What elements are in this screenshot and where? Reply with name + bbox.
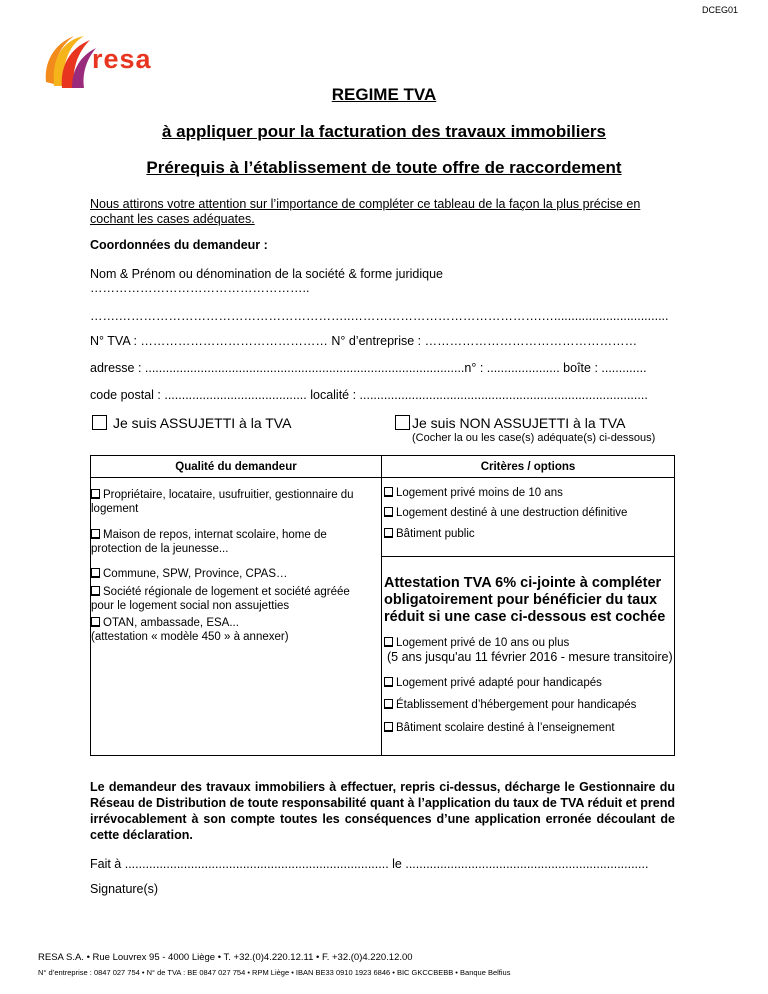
postal-locality-field[interactable]: code postal : ......................................... localité : ................................................................................... <box>90 388 648 402</box>
intro-text: Nous attirons votre attention sur l’importance de compléter ce tableau de la façon la plus précise en cochant les cases adéquates. <box>90 197 641 226</box>
checkbox[interactable] <box>91 568 100 578</box>
checkbox[interactable] <box>384 699 393 709</box>
attestation-notice: Attestation TVA 6% ci-jointe à compléter obligatoirement pour bénéficier du taux réduit si une case ci-dessous est cochée <box>384 575 666 625</box>
option-logement-handicapes[interactable]: Logement privé adapté pour handicapés <box>384 676 602 690</box>
attestation-450-note: (attestation « modèle 450 » à annexer) <box>91 631 289 643</box>
document-code: DCEG01 <box>701 5 738 15</box>
footer-legal: N° d’entreprise : 0847 027 754 • N° de TVA : BE 0847 027 754 • RPM Liège • IBAN BE33 0910 1923 6846 • BIC GKCCBEBB • Banque Belfius <box>38 968 511 977</box>
name-label: Nom & Prénom ou dénomination de la société & forme juridique <box>90 267 443 281</box>
header-divider <box>91 477 674 478</box>
option-batiment-public[interactable]: Bâtiment public <box>384 527 475 541</box>
checkbox[interactable] <box>384 507 393 517</box>
checkbox[interactable] <box>91 617 100 627</box>
checkbox[interactable] <box>91 489 100 499</box>
assujetti-option[interactable] <box>92 415 291 431</box>
option-batiment-scolaire[interactable]: Bâtiment scolaire destiné à l’enseignement <box>384 721 615 735</box>
option-logement-destruction[interactable]: Logement destiné à une destruction définitive <box>384 506 627 520</box>
checkbox[interactable] <box>91 586 100 596</box>
checkbox[interactable] <box>384 487 393 497</box>
vat-enterprise-field[interactable]: N° TVA : ……………………………………… N° d’entreprise : …………………………………………… <box>90 334 638 348</box>
checkbox[interactable] <box>384 528 393 538</box>
non-assujetti-option[interactable] <box>395 415 625 431</box>
prerequisite-title: Prérequis à l’établissement de toute offre de raccordement <box>146 158 622 177</box>
page-title: REGIME TVA <box>331 85 437 104</box>
option-logement-moins-10[interactable]: Logement privé moins de 10 ans <box>384 486 563 500</box>
option-logement-10-plus[interactable]: Logement privé de 10 ans ou plus <box>384 636 569 650</box>
option-otan[interactable]: OTAN, ambassade, ESA... <box>91 616 371 630</box>
declaration-text: Le demandeur des travaux immobiliers à effectuer, repris ci-dessus, décharge le Gestionnaire du Réseau de Distribution de toute responsabilité quant à l’application du taux de TVA réduit et prend irrévocablement à son compte toutes les conséquences d’une application erronée découlant de cette déclaration. <box>90 780 675 842</box>
assujetti-checkbox[interactable] <box>92 415 107 430</box>
coordinates-heading: Coordonnées du demandeur : <box>90 238 268 252</box>
signature-label: Signature(s) <box>90 882 159 896</box>
non-assujetti-checkbox[interactable] <box>395 415 410 430</box>
option-maison-repos[interactable]: Maison de repos, internat scolaire, home de protection de la jeunesse... <box>91 529 327 555</box>
place-date-field[interactable]: Fait à ............................................................................ le ...................................................................... <box>90 857 649 871</box>
col-header-criteres: Critères / options <box>480 461 576 473</box>
col-header-qualite: Qualité du demandeur <box>175 461 297 473</box>
footer-address: RESA S.A. • Rue Louvrex 95 - 4000 Liège • T. +32.(0)4.220.12.11 • F. +32.(0)4.220.12.00 <box>38 952 413 963</box>
checkbox[interactable] <box>91 529 100 539</box>
checkbox-hint: (Cocher la ou les case(s) adéquate(s) ci-dessous) <box>412 432 656 444</box>
name-field-line2[interactable]: …….………………………………………………..……………………………………….…................................. <box>90 309 669 323</box>
option-hebergement-handicapes[interactable]: Établissement d’hébergement pour handicapés <box>384 698 636 712</box>
attestation-divider <box>381 556 674 557</box>
name-field[interactable]: …………………………………………….. <box>90 281 310 295</box>
page-subtitle: à appliquer pour la facturation des travaux immobiliers <box>161 122 606 141</box>
option-commune[interactable]: Commune, SPW, Province, CPAS… <box>91 567 371 581</box>
checkbox[interactable] <box>384 637 393 647</box>
option-proprietaire[interactable]: Propriétaire, locataire, usufruitier, gestionnaire du logement <box>91 489 354 515</box>
assujetti-label: Je suis ASSUJETTI à la TVA <box>113 415 292 431</box>
column-divider <box>381 456 382 755</box>
checkbox[interactable] <box>384 722 393 732</box>
non-assujetti-label: Je suis NON ASSUJETTI à la TVA <box>412 415 626 431</box>
address-field[interactable]: adresse : ............................................................................................n° : ..................... boîte : ............. <box>90 361 647 375</box>
option-societe-regionale[interactable]: Société régionale de logement et société agréée pour le logement social non assujetties <box>91 586 350 612</box>
logo-text: resa <box>92 44 152 74</box>
checkbox[interactable] <box>384 677 393 687</box>
transitional-note: (5 ans jusqu'au 11 février 2016 - mesure transitoire) <box>387 650 673 664</box>
criteria-table <box>90 455 675 756</box>
